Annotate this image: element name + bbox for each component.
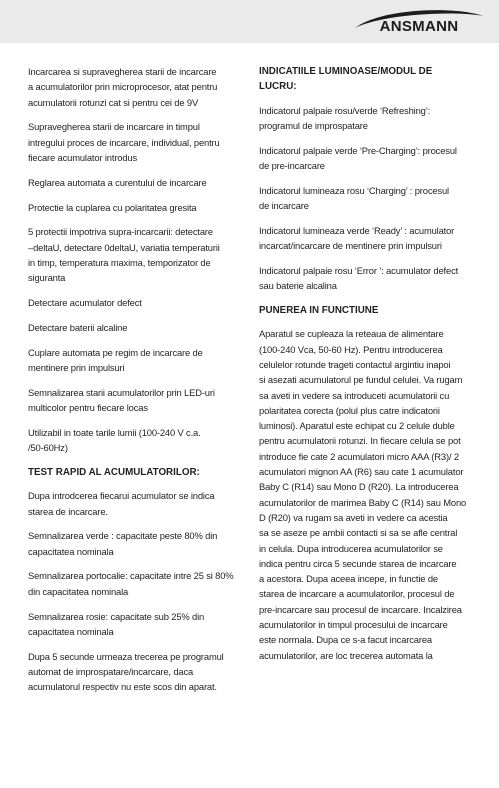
paragraph	[28, 609, 242, 640]
text-line: indica pentru circa 5 secunde starea de incarcare	[259, 557, 457, 569]
text-line: acumulatorilor, are loc trecerea automata la	[259, 649, 433, 661]
text-line: pentru acumulatorii rotunzi. In fiecare celula se pot	[259, 435, 461, 447]
paragraph	[259, 103, 471, 134]
text-line: introduce fie cate 2 acumulatori micro AAA (R3)/ 2	[259, 450, 459, 462]
text-line: Indicatorul palpaie rosu/verde ‘Refreshing’:	[259, 104, 431, 116]
text-line: acumulatorul respectiv nu este scos din aparat.	[28, 681, 217, 693]
text-line: Dupa 5 secunde urmeaza trecerea pe programul	[28, 650, 224, 662]
paragraph	[259, 326, 471, 663]
text-line: (100-240 Vca, 50-60 Hz). Pentru introducerea	[259, 343, 443, 355]
text-line: Supravegherea starii de incarcare in timpul	[28, 121, 200, 133]
text-line: Baby C (R14) sau Mono D (R20). La introducerea	[259, 481, 459, 493]
text-line: Semnalizarea verde : capacitate peste 80% din	[28, 530, 218, 542]
text-line: Semnalizarea starii acumulatorilor prin LED-uri	[28, 386, 215, 398]
text-line: Dupa introdcerea fiecarui acumulator se indica	[28, 490, 215, 502]
text-line: Indicatorul palpaie rosu ‘Error ’: acumulator defect	[259, 264, 459, 276]
paragraph	[28, 425, 242, 456]
text-line: Semnalizarea rosie: capacitate sub 25% din	[28, 610, 205, 622]
text-line: Semnalizarea portocalie: capacitate intre 25 si 80%	[28, 570, 234, 582]
paragraph	[28, 649, 242, 695]
text-line: sau baterie alcalina	[259, 280, 337, 292]
text-line: capacitatea nominala	[28, 625, 114, 637]
text-line: Detectare baterii alcaline	[28, 321, 128, 333]
section-heading	[28, 465, 242, 480]
right-column	[259, 64, 471, 672]
text-line: acumulatori mignon AA (R6) sau cate 1 acumulator	[259, 466, 464, 478]
paragraph	[28, 119, 242, 165]
text-line: in celula. Dupa introducerea acumulatorilor se	[259, 542, 443, 554]
paragraph	[28, 345, 242, 376]
text-line: PUNEREA IN FUNCTIUNE	[259, 305, 379, 317]
paragraph	[28, 224, 242, 285]
text-line: Indicatorul lumineaza rosu ‘Charging’ : procesul	[259, 184, 449, 196]
text-line: de incarcare	[259, 200, 309, 212]
text-line: in timp, temperatura maxima, temporizator de	[28, 256, 211, 268]
text-line: capacitatea nominala	[28, 545, 114, 557]
text-line: Protectie la cuplarea cu polaritatea gresita	[28, 201, 197, 213]
paragraph	[259, 143, 471, 174]
paragraph	[28, 488, 242, 519]
text-line: –deltaU, detectare 0deltaU, variatia temperaturii	[28, 241, 220, 253]
text-line: /50-60Hz)	[28, 442, 68, 454]
text-line: Detectare acumulator defect	[28, 297, 142, 309]
paragraph	[28, 528, 242, 559]
text-line: Indicatorul lumineaza verde ‘Ready’ : acumulator	[259, 224, 455, 236]
paragraph	[259, 223, 471, 254]
paragraph	[259, 183, 471, 214]
text-line: sa se aseze pe ambii contacti si sa se afle central	[259, 527, 458, 539]
text-line: D (R20) va rugam sa aveti in vedere ca acestia	[259, 511, 448, 523]
text-line: sa aveti in vedere sa introduceti acumulatorii cu	[259, 389, 450, 401]
text-line: siguranta	[28, 272, 66, 284]
paragraph	[28, 175, 242, 190]
text-line: Utilizabil in toate tarile lumii (100-240 V c.a.	[28, 426, 201, 438]
paragraph	[28, 200, 242, 215]
text-line: 5 protectii impotriva supra-incarcarii: detectare	[28, 226, 213, 238]
text-line: Aparatul se cupleaza la reteaua de alimentare	[259, 328, 444, 340]
text-line: din capacitatea nominala	[28, 585, 129, 597]
ansmann-logo	[351, 8, 487, 34]
text-line: acumulatorii rotunzi cat si pentru cei de 9V	[28, 96, 199, 108]
text-line: de pre-incarcare	[259, 159, 325, 171]
text-line: starea de incarcare.	[28, 505, 108, 517]
text-line: mentinere prin impulsuri	[28, 361, 125, 373]
paragraph	[28, 295, 242, 310]
text-line: a acumulatorilor prin microprocesor, atat pentru	[28, 81, 218, 93]
text-line: luminosi). Aparatul este echipat cu 2 celule duble	[259, 420, 455, 432]
text-line: INDICATIILE LUMINOASE/MODUL DE	[259, 66, 433, 77]
text-line: automat de improspatare/incarcare, daca	[28, 665, 194, 677]
paragraph	[28, 320, 242, 335]
text-line: polaritatea corecta (polul plus catre indicatorii	[259, 404, 440, 416]
text-line: programul de improspatare	[259, 119, 368, 131]
text-line: acumulatorilor de marimea Baby C (R14) sau Mono	[259, 496, 467, 508]
text-line: Incarcarea si supravegherea starii de incarcare	[28, 66, 217, 77]
paragraph	[28, 385, 242, 416]
section-heading	[259, 64, 471, 95]
paragraph	[28, 568, 242, 599]
text-line: intregului proces de incarcare, individual, pentru	[28, 136, 220, 148]
text-line: fiecare acumulator introdus	[28, 151, 138, 163]
text-line: acumulatorilor in timpul procesului de incarcare	[259, 619, 448, 630]
text-line: TEST RAPID AL ACUMULATORILOR:	[28, 466, 200, 478]
paragraph	[259, 263, 471, 294]
text-line: este normala. Dupa ce s-a facut incarcarea	[259, 634, 432, 646]
text-line: Reglarea automata a curentului de incarcare	[28, 176, 207, 188]
section-heading	[259, 303, 471, 318]
text-line: starea de incarcare a acumulatorilor, procesul de	[259, 588, 455, 600]
text-line: si asezati acumulatorul pe fundul celulei. Va rugam	[259, 374, 463, 386]
text-line: celulelor rotunde trageti contactul argintiu inapoi	[259, 358, 451, 370]
text-line: Cuplare automata pe regim de incarcare de	[28, 346, 203, 358]
svg-text:ANSMANN: ANSMANN	[379, 18, 459, 34]
text-line: Indicatorul palpaie verde ‘Pre-Charging’: procesul	[259, 144, 457, 156]
text-line: incarcat/incarcare de mentinere prin impulsuri	[259, 240, 442, 252]
paragraph	[28, 64, 242, 110]
text-line: LUCRU:	[259, 81, 297, 93]
left-column	[28, 64, 242, 704]
text-line: a acestora. Dupa aceea incepe, in functie de	[259, 573, 438, 585]
page-header	[0, 0, 499, 43]
text-line: pre-incarcare sau procesul de incarcare. Incalzirea	[259, 603, 462, 615]
text-line: multicolor pentru fiecare locas	[28, 402, 148, 414]
